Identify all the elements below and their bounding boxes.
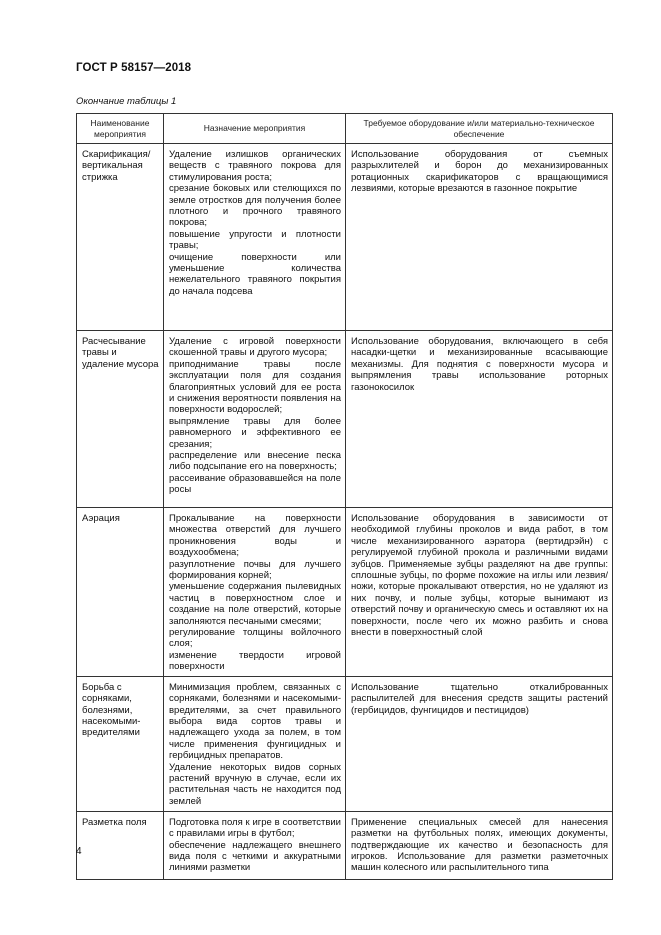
purpose-item: Удаление некоторых видов сорных растений вручную в случае, если их растительная часть не находится под землей <box>169 761 341 807</box>
table-row <box>77 811 613 879</box>
table-row <box>77 676 613 811</box>
measure-equipment: Использование оборудования, включающего в себя насадки-щетки и механизированные всасывающие механизмы. Для поднятия с поверхности мусора и выпрямления травы использование роторных газонокосилок <box>346 331 613 508</box>
purpose-item: Минимизация проблем, связанных с сорняками, болезнями и насекомыми-вредителями, за счет правильного выбора вида сортов травы и надлежащего ухода за полем, в том числе применения фунгицидных и гербицидных препаратов. <box>169 681 341 762</box>
column-header-equipment: Требуемое оборудование и/или материально-техническое обеспечение <box>346 114 613 144</box>
purpose-item: очищение поверхности или уменьшение количества нежелательного травяного покрытия до начала подсева <box>169 251 341 297</box>
measure-purpose <box>164 144 346 331</box>
measure-equipment: Использование оборудования от съемных разрыхлителей и борон до механизированных ротационных скарификаторов с вращающимися лезвиями, которые врезаются в газонное покрытие <box>346 144 613 331</box>
table-row <box>77 508 613 677</box>
purpose-item: Удаление с игровой поверхности скошенной травы и другого мусора; <box>169 336 341 359</box>
purpose-item: выпрямление травы для более равномерного и эффективного ее срезания; <box>169 415 341 450</box>
purpose-item: Удаление излишков органических веществ с травяного покрова для стимулирования роста; <box>169 149 341 183</box>
measure-purpose <box>164 331 346 508</box>
purpose-item: уменьшение содержания пылевидных частиц в поверхностном слое и создание на поле отверстий, которые заполняются песчаными смесями; <box>169 581 341 627</box>
measure-name: Аэрация <box>77 508 164 677</box>
table-caption: Окончание таблицы 1 <box>76 96 177 107</box>
measure-name: Борьба с сорняками, болезнями, насекомыми-вредителями <box>77 676 164 811</box>
measure-purpose <box>164 508 346 677</box>
table-row <box>77 144 613 331</box>
purpose-item: приподнимание травы после эксплуатации поля для создания благоприятных условий для ее роста и снижения вероятности появления на поверхности водорослей; <box>169 358 341 416</box>
measure-name: Расчесывание травы и удаление мусора <box>77 331 164 508</box>
measure-purpose <box>164 676 346 811</box>
purpose-item: Подготовка поля к игре в соответствии с правилами игры в футбол; <box>169 816 341 840</box>
purpose-item: обеспечение надлежащего внешнего вида поля с четкими и аккуратными линиями разметки <box>169 839 341 874</box>
purpose-item: Прокалывание на поверхности множества отверстий для лучшего проникновения воды и воздухообмена; <box>169 513 341 559</box>
table-row <box>77 331 613 508</box>
purpose-item: регулирование толщины войлочного слоя; <box>169 627 341 650</box>
purpose-item: распределение или внесение песка либо подсыпание его на поверхность; <box>169 450 341 473</box>
measure-equipment: Применение специальных смесей для нанесения разметки на футбольных полях, имеющих документы, подтверждающие их качество и безопасность для игроков. Использование для разметки разметочных машин колесного или распылительного типа <box>346 811 613 879</box>
purpose-item: рассеивание образовавшейся на поле росы <box>169 472 341 496</box>
purpose-item: срезание боковых или стелющихся по земле отростков для получения более плотного и прочного травяного покрова; <box>169 183 341 229</box>
measures-table <box>76 113 613 880</box>
column-header-purpose: Назначение мероприятия <box>164 114 346 144</box>
column-header-name: Наименование мероприятия <box>77 114 164 144</box>
measure-purpose <box>164 811 346 879</box>
purpose-item: разуплотнение почвы для лучшего формирования корней; <box>169 558 341 582</box>
purpose-item: повышение упругости и плотности травы; <box>169 228 341 252</box>
measure-equipment: Использование тщательно откалиброванных распылителей для внесения средств защиты растений (гербицидов, фунгицидов и пестицидов) <box>346 676 613 811</box>
measure-name: Разметка поля <box>77 811 164 879</box>
purpose-item: изменение твердости игровой поверхности <box>169 649 341 673</box>
table-header-row <box>77 114 613 144</box>
page-number: 4 <box>76 846 82 857</box>
document-header: ГОСТ Р 58157—2018 <box>76 62 192 74</box>
measure-name: Скарификация/ вертикальная стрижка <box>77 144 164 331</box>
measure-equipment: Использование оборудования в зависимости от необходимой глубины проколов и вида работ, в том числе механизированного аэратора (вертидрэйн) с регулируемой глубиной прокола и различными видами зубцов. Применяемые зубцы разделяют на две группы: сплошные зубцы, по форме похожие на иглы или лезвия/ножи, которые прокалывают отверстия, но не удаляют из них почву, и полые зубцы, которые вынимают из отверстий почву и органическую смесь и оставляют их на поверхности, после чего их можно разбить и снова внести в поверхностный слой <box>346 508 613 677</box>
